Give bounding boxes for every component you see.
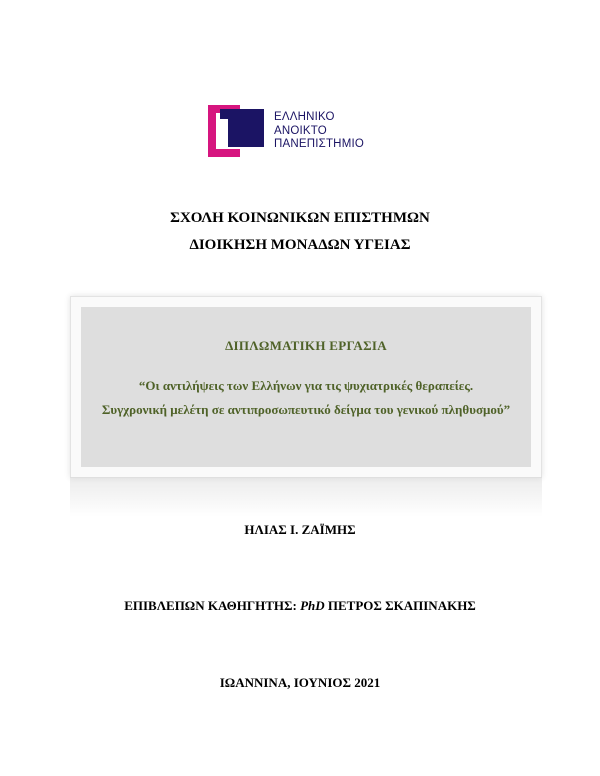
logo-text xyxy=(274,111,364,152)
logo-line-2: ΑΝΟΙΚΤΟ xyxy=(274,124,327,137)
thesis-type: ΔΙΠΛΩΜΑΤΙΚΗ ΕΡΓΑΣΙΑ xyxy=(225,338,387,353)
logo-line-3: ΠΑΝΕΠΙΣΤΗΜΙΟ xyxy=(274,138,365,150)
supervisor-name: ΠΕΤΡΟΣ ΣΚΑΠΙΝΑΚΗΣ xyxy=(327,598,476,613)
supervisor-line xyxy=(0,598,600,614)
frame-reflection xyxy=(70,477,542,517)
logo-mark-icon xyxy=(206,103,270,159)
thesis-title-line-2: Συγχρονική μελέτη σε αντιπροσωπευτικό δείγμα του γενικού πληθυσμού” xyxy=(101,402,511,417)
place-date: ΙΩΑΝΝΙΝΑ, ΙΟΥΝΙΟΣ 2021 xyxy=(219,675,381,690)
thesis-frame xyxy=(70,296,542,478)
thesis-panel xyxy=(81,307,531,467)
university-logo xyxy=(206,103,396,159)
author-name: ΗΛΙΑΣ Ι. ΖΑΪΜΗΣ xyxy=(244,522,356,537)
thesis-title-line-1: “Οι αντιλήψεις των Ελλήνων για τις ψυχιατρικές θεραπείες. xyxy=(138,378,474,393)
supervisor-label: ΕΠΙΒΛΕΠΩΝ ΚΑΘΗΓΗΤΗΣ: xyxy=(124,598,297,613)
department-name: ΔΙΟΙΚΗΣΗ ΜΟΝΑΔΩΝ ΥΓΕΙΑΣ xyxy=(189,237,411,253)
logo-line-1: ΕΛΛΗΝΙΚΟ xyxy=(274,111,335,123)
supervisor-degree: PhD xyxy=(300,598,325,613)
school-name: ΣΧΟΛΗ ΚΟΙΝΩΝΙΚΩΝ ΕΠΙΣΤΗΜΩΝ xyxy=(170,210,430,226)
